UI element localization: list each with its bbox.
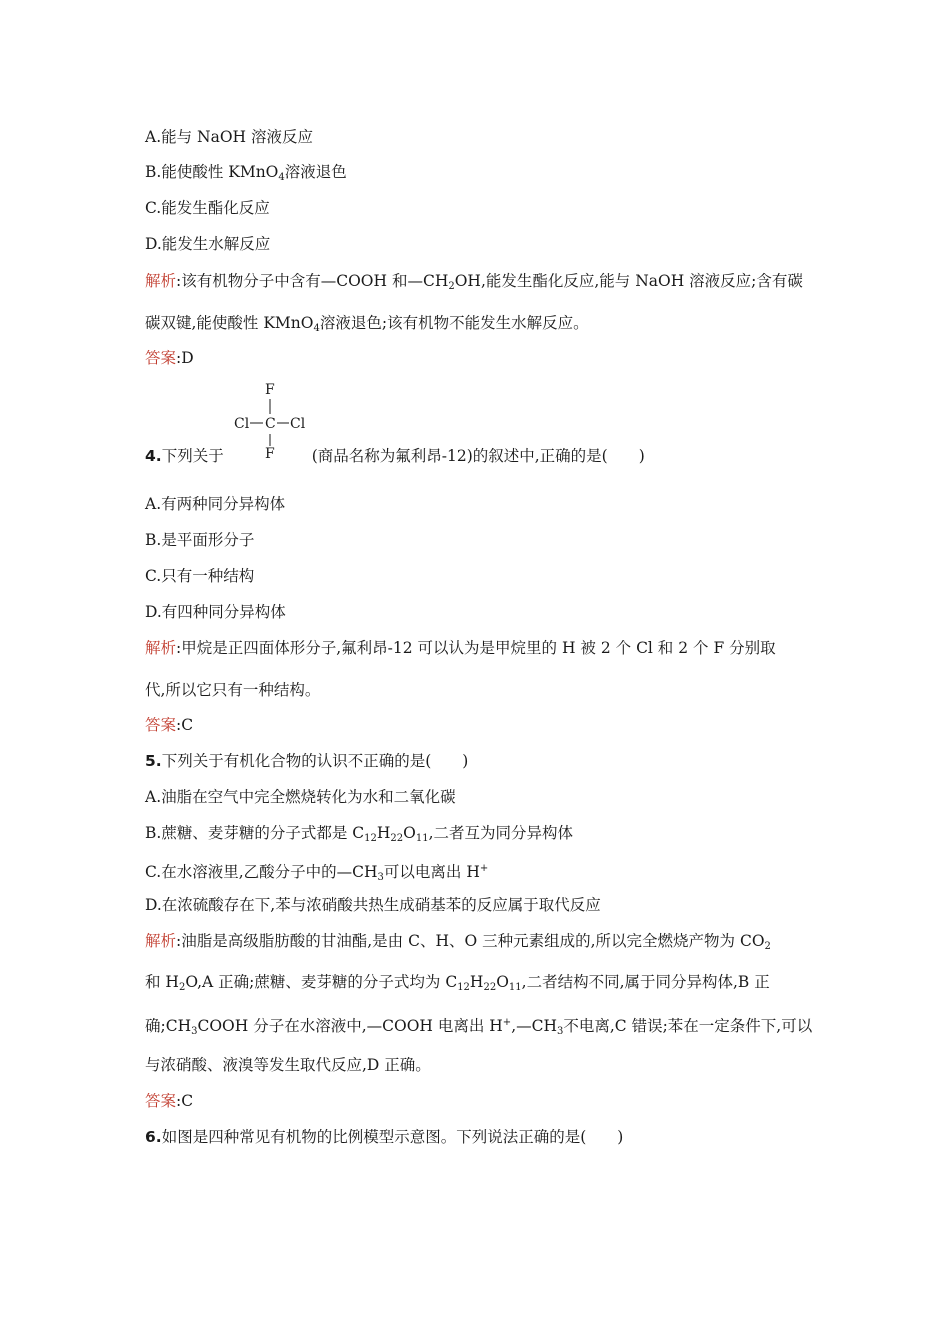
q5-option-c: C.在水溶液里,乙酸分子中的$—CH_3$可以电离出 H+: [145, 863, 489, 883]
analysis-label: 解析: [145, 932, 177, 950]
q5-analysis-line-4: 与浓硝酸、液溴等发生取代反应,D 正确。: [145, 1056, 431, 1074]
q5-option-d: D.在浓硫酸存在下,苯与浓硝酸共热生成硝基苯的反应属于取代反应: [145, 896, 601, 914]
q3-answer: 答案:D: [145, 349, 194, 367]
formula-top-f: F: [265, 382, 275, 398]
answer-label: 答案: [145, 349, 177, 367]
formula-right-cl: Cl: [290, 416, 306, 432]
q4-option-b: B.是平面形分子: [145, 531, 255, 549]
q5-analysis-line-3: 确$;CH_3COOH$ 分子在水溶液中,—COOH 电离出 $H^+,—CH_3$不电离,C 错误;苯在一定条件下,可以: [145, 1017, 813, 1037]
answer-label: 答案: [145, 1092, 177, 1110]
q3-analysis-line-1: 解析:该有机物分子中含有—COOH 和$—CH_2OH$,能发生酯化反应,能与 NaOH 溶液反应;含有碳: [145, 272, 803, 292]
q6-stem: 6.如图是四种常见有机物的比例模型示意图。下列说法正确的是( ): [145, 1128, 624, 1146]
q3-option-d: D.能发生水解反应: [145, 235, 271, 253]
q4-analysis-line-1: 解析:甲烷是正四面体形分子,氟利昂-12 可以认为是甲烷里的 H 被 2 个 Cl 和 2 个 F 分别取: [145, 639, 776, 657]
question-number: 5.: [145, 752, 162, 770]
q5-answer: 答案:C: [145, 1092, 194, 1110]
q4-answer: 答案:C: [145, 716, 194, 734]
question-number: 4.: [145, 447, 162, 465]
q3-option-b: B.能使酸性 KMnO$_4$溶液退色: [145, 163, 347, 183]
q3-option-c: C.能发生酯化反应: [145, 199, 270, 217]
q5-analysis-line-2: 和 $H_2O,A$ 正确;蔗糖、麦芽糖的分子式均为 $C_{12}H_{22}O_{11}$,二者结构不同,属于同分异构体,B 正: [145, 973, 770, 993]
formula-center-c: C: [265, 416, 276, 432]
q3-option-a: A.能与 NaOH 溶液反应: [145, 128, 314, 146]
q5-option-b: B.蔗糖、麦芽糖的分子式都是 $C_{12}H_{22}O_{11}$,二者互为同分异构体: [145, 824, 573, 844]
formula-left-cl: Cl: [234, 416, 250, 432]
answer-label: 答案: [145, 716, 177, 734]
q4-option-c: C.只有一种结构: [145, 567, 255, 585]
q5-option-a: A.油脂在空气中完全燃烧转化为水和二氧化碳: [145, 788, 456, 806]
q4-option-d: D.有四种同分异构体: [145, 603, 286, 621]
q4-option-a: A.有两种同分异构体: [145, 495, 286, 513]
q3-analysis-line-2: 碳双键,能使酸性 KMnO$_4$溶液退色;该有机物不能发生水解反应。: [145, 314, 589, 334]
analysis-label: 解析: [145, 639, 177, 657]
analysis-label: 解析: [145, 272, 177, 290]
q5-analysis-line-1: 解析:油脂是高级脂肪酸的甘油酯,是由 C、H、O 三种元素组成的,所以完全燃烧产物为 $CO_2$: [145, 932, 771, 952]
question-number: 6.: [145, 1128, 162, 1146]
q4-analysis-line-2: 代,所以它只有一种结构。: [145, 681, 321, 699]
formula-bottom-f: F: [265, 446, 275, 460]
q5-stem: 5.下列关于有机化合物的认识不正确的是( ): [145, 752, 469, 770]
q4-stem: 4.下列关于 (商品名称为氟利昂-12)的叙述中,正确的是( ): [145, 447, 645, 465]
